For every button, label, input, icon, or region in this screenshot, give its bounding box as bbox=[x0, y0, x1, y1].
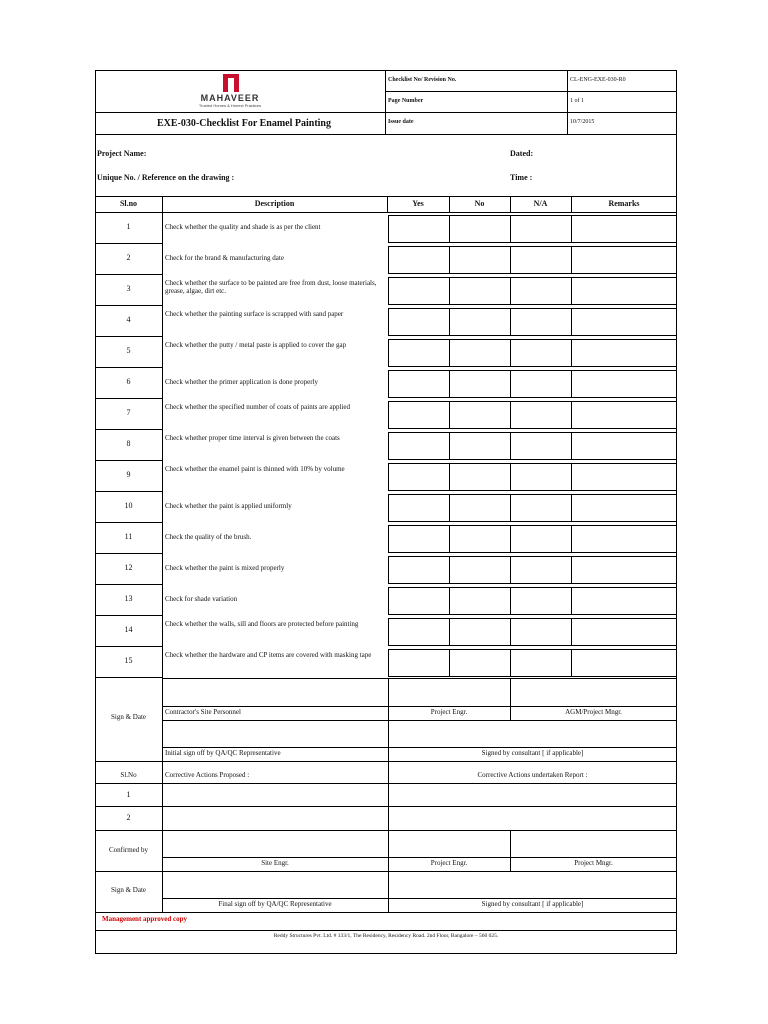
na-checkbox-cell[interactable] bbox=[510, 277, 572, 305]
yes-checkbox-cell[interactable] bbox=[388, 432, 450, 460]
table-header-n-a: N/A bbox=[533, 199, 548, 208]
meta-page-label: Page Number bbox=[388, 98, 424, 104]
yes-checkbox-cell[interactable] bbox=[388, 339, 450, 367]
yes-checkbox-cell[interactable] bbox=[388, 587, 450, 615]
na-checkbox-cell[interactable] bbox=[510, 370, 572, 398]
footer-address: Reddy Structures Pvt. Ltd. # 133/1, The Residency, Residency Road. 2nd Floor, Bangalore – 560 025. bbox=[273, 933, 499, 939]
contractor-site-personnel: Contractor's Site Personnel bbox=[165, 708, 241, 716]
agm-project-mngr-label: AGM/Project Mngr. bbox=[565, 708, 622, 716]
row-number: 12 bbox=[124, 563, 133, 572]
meta-issue-label: Issue date bbox=[388, 119, 414, 125]
no-checkbox-cell[interactable] bbox=[449, 246, 511, 274]
no-checkbox-cell[interactable] bbox=[449, 556, 511, 584]
row-number: 6 bbox=[126, 377, 131, 386]
dated-label: Dated: bbox=[510, 149, 534, 158]
remarks-checkbox-cell[interactable] bbox=[571, 525, 677, 553]
na-checkbox-cell[interactable] bbox=[510, 246, 572, 274]
table-header-yes: Yes bbox=[412, 199, 424, 208]
row-number: 11 bbox=[124, 532, 133, 541]
no-checkbox-cell[interactable] bbox=[449, 401, 511, 429]
mahaveer-logo-icon bbox=[223, 74, 239, 92]
consultant-sign-label: Signed by consultant [ if applicable] bbox=[481, 749, 584, 757]
remarks-checkbox-cell[interactable] bbox=[571, 432, 677, 460]
yes-checkbox-cell[interactable] bbox=[388, 370, 450, 398]
na-checkbox-cell[interactable] bbox=[510, 494, 572, 522]
row-description: Check whether the surface to be painted are free from dust, loose materials, grease, algae, dirt etc. bbox=[165, 279, 377, 295]
row-number: 14 bbox=[124, 625, 133, 634]
na-checkbox-cell[interactable] bbox=[510, 618, 572, 646]
row-description: Check whether the enamel paint is thinned with 10% by volume bbox=[165, 465, 345, 473]
row-description: Check whether the hardware and CP items are covered with masking tape bbox=[165, 651, 372, 659]
row-number: 15 bbox=[124, 656, 133, 665]
unique-no-label: Unique No. / Reference on the drawing : bbox=[97, 173, 235, 182]
remarks-checkbox-cell[interactable] bbox=[571, 401, 677, 429]
table-header-description: Description bbox=[254, 199, 295, 208]
page-title: EXE-030-Checklist For Enamel Painting bbox=[157, 118, 331, 129]
yes-checkbox-cell[interactable] bbox=[388, 277, 450, 305]
row-description: Check whether the quality and shade is as per the client bbox=[165, 223, 321, 231]
row-description: Check whether the painting surface is scrapped with sand paper bbox=[165, 310, 344, 318]
remarks-checkbox-cell[interactable] bbox=[571, 618, 677, 646]
initial-sign-off-label: Initial sign off by QA/QC Representative bbox=[165, 749, 281, 757]
site-engr-label: Site Engr. bbox=[261, 859, 289, 867]
corrective-proposed-header: Corrective Actions Proposed : bbox=[165, 771, 250, 779]
management-approved-copy: Management approved copy bbox=[102, 915, 188, 923]
row-number: 7 bbox=[126, 408, 131, 417]
na-checkbox-cell[interactable] bbox=[510, 463, 572, 491]
row-description: Check whether the primer application is done properly bbox=[165, 378, 318, 386]
na-checkbox-cell[interactable] bbox=[510, 556, 572, 584]
row-number: 1 bbox=[126, 222, 131, 231]
row-number: 4 bbox=[126, 315, 131, 324]
remarks-checkbox-cell[interactable] bbox=[571, 556, 677, 584]
yes-checkbox-cell[interactable] bbox=[388, 246, 450, 274]
no-checkbox-cell[interactable] bbox=[449, 494, 511, 522]
na-checkbox-cell[interactable] bbox=[510, 587, 572, 615]
brand-tagline: Trusted Homes & Honest Practices bbox=[198, 103, 262, 108]
yes-checkbox-cell[interactable] bbox=[388, 649, 450, 677]
remarks-checkbox-cell[interactable] bbox=[571, 308, 677, 336]
table-header-remarks: Remarks bbox=[608, 199, 640, 208]
row-number: 8 bbox=[126, 439, 131, 448]
corrective-row-no: 1 bbox=[126, 790, 131, 799]
sign-date-label: Sign & Date bbox=[111, 886, 146, 894]
yes-checkbox-cell[interactable] bbox=[388, 463, 450, 491]
remarks-checkbox-cell[interactable] bbox=[571, 494, 677, 522]
remarks-checkbox-cell[interactable] bbox=[571, 215, 677, 243]
corrective-sl-header: Sl.No bbox=[120, 771, 137, 779]
remarks-checkbox-cell[interactable] bbox=[571, 587, 677, 615]
row-description: Check whether the walls, sill and floors are protected before painting bbox=[165, 620, 359, 628]
final-consultant-sign-label: Signed by consultant [ if applicable] bbox=[481, 900, 584, 908]
no-checkbox-cell[interactable] bbox=[449, 525, 511, 553]
row-number: 3 bbox=[126, 284, 131, 293]
yes-checkbox-cell[interactable] bbox=[388, 494, 450, 522]
no-checkbox-cell[interactable] bbox=[449, 463, 511, 491]
row-number: 9 bbox=[126, 470, 131, 479]
project-name-label: Project Name: bbox=[97, 149, 147, 158]
sign-date-label: Sign & Date bbox=[111, 713, 146, 721]
remarks-checkbox-cell[interactable] bbox=[571, 463, 677, 491]
remarks-checkbox-cell[interactable] bbox=[571, 246, 677, 274]
yes-checkbox-cell[interactable] bbox=[388, 525, 450, 553]
na-checkbox-cell[interactable] bbox=[510, 339, 572, 367]
no-checkbox-cell[interactable] bbox=[449, 370, 511, 398]
no-checkbox-cell[interactable] bbox=[449, 339, 511, 367]
no-checkbox-cell[interactable] bbox=[449, 587, 511, 615]
no-checkbox-cell[interactable] bbox=[449, 618, 511, 646]
no-checkbox-cell[interactable] bbox=[449, 649, 511, 677]
remarks-checkbox-cell[interactable] bbox=[571, 339, 677, 367]
na-checkbox-cell[interactable] bbox=[510, 215, 572, 243]
na-checkbox-cell[interactable] bbox=[510, 401, 572, 429]
yes-checkbox-cell[interactable] bbox=[388, 308, 450, 336]
row-description: Check the quality of the brush. bbox=[165, 533, 252, 541]
row-number: 5 bbox=[126, 346, 131, 355]
yes-checkbox-cell[interactable] bbox=[388, 215, 450, 243]
remarks-checkbox-cell[interactable] bbox=[571, 277, 677, 305]
row-description: Check for the brand & manufacturing date bbox=[165, 254, 284, 262]
row-number: 13 bbox=[124, 594, 133, 603]
project-engr-label: Project Engr. bbox=[430, 708, 468, 716]
row-description: Check whether proper time interval is given between the coats bbox=[165, 434, 340, 442]
na-checkbox-cell[interactable] bbox=[510, 525, 572, 553]
meta-issue-value: 10/7/2015 bbox=[570, 119, 595, 125]
row-description: Check whether the paint is mixed properly bbox=[165, 564, 285, 572]
corrective-row-no: 2 bbox=[126, 813, 131, 822]
time-label: Time : bbox=[510, 173, 533, 182]
row-number: 10 bbox=[124, 501, 133, 510]
yes-checkbox-cell[interactable] bbox=[388, 618, 450, 646]
row-description: Check whether the specified number of coats of paints are applied bbox=[165, 403, 351, 411]
remarks-checkbox-cell[interactable] bbox=[571, 649, 677, 677]
meta-checklist-label: Checklist No/ Revision No. bbox=[388, 77, 457, 83]
row-description: Check whether the paint is applied uniformly bbox=[165, 502, 292, 510]
meta-checklist-value: CL-ENG-EXE-030-R0 bbox=[570, 77, 626, 83]
yes-checkbox-cell[interactable] bbox=[388, 401, 450, 429]
na-checkbox-cell[interactable] bbox=[510, 649, 572, 677]
brand-name: MAHAVEER bbox=[200, 93, 260, 103]
confirmed-by-label: Confirmed by bbox=[108, 846, 149, 854]
table-header-no: No bbox=[474, 199, 485, 208]
no-checkbox-cell[interactable] bbox=[449, 215, 511, 243]
no-checkbox-cell[interactable] bbox=[449, 308, 511, 336]
no-checkbox-cell[interactable] bbox=[449, 432, 511, 460]
row-description: Check for shade variation bbox=[165, 595, 238, 603]
row-number: 2 bbox=[126, 253, 131, 262]
na-checkbox-cell[interactable] bbox=[510, 432, 572, 460]
meta-page-value: 1 of 1 bbox=[570, 98, 584, 104]
no-checkbox-cell[interactable] bbox=[449, 277, 511, 305]
table-header-sl-no: Sl.no bbox=[119, 199, 138, 208]
na-checkbox-cell[interactable] bbox=[510, 308, 572, 336]
remarks-checkbox-cell[interactable] bbox=[571, 370, 677, 398]
final-sign-off-label: Final sign off by QA/QC Representative bbox=[218, 900, 332, 908]
confirm-project-engr-label: Project Engr. bbox=[430, 859, 468, 867]
row-description: Check whether the putty / metal paste is applied to cover the gap bbox=[165, 341, 347, 349]
yes-checkbox-cell[interactable] bbox=[388, 556, 450, 584]
project-mngr-label: Project Mngr. bbox=[574, 859, 613, 867]
corrective-undertaken-header: Corrective Actions undertaken Report : bbox=[477, 771, 588, 779]
